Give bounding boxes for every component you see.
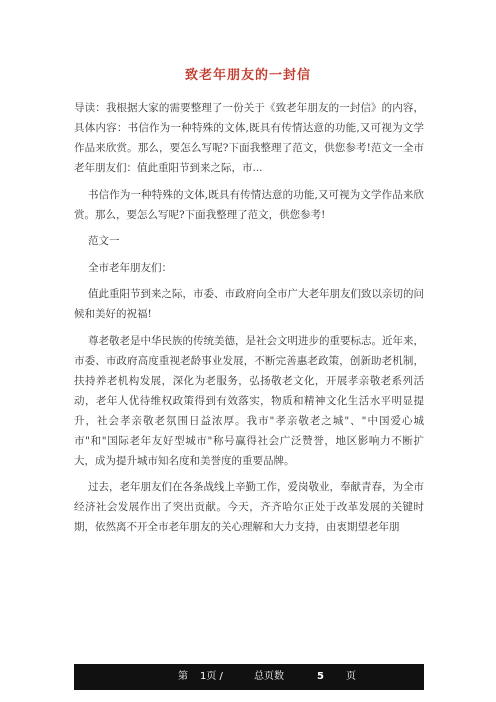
footer-current-page: 1页 /	[200, 671, 223, 682]
page-footer	[74, 664, 424, 690]
footer-di: 第	[178, 671, 188, 682]
document-body	[74, 98, 424, 544]
paragraph: 过去，老年朋友们在各条战线上辛勤工作，爱岗敬业，奉献青春，为全市经济社会发展作出了突出贡献。今天，齐齐哈尔正处于改革发展的关键时期，依然离不开全市老年朋友的关心理解和大力支持，由衷期望老年朋	[74, 481, 424, 533]
paragraph: 书信作为一种特殊的文体,既具有传情达意的功能,又可视为文学作品来欣赏。那么，要怎么写呢?下面我整理了范文，供您参考!	[74, 188, 424, 221]
paragraph: 全市老年朋友们：	[88, 261, 172, 274]
paragraph: 范文一	[88, 235, 120, 247]
footer-total-pages: 5	[317, 671, 324, 682]
paragraph: 尊老敬老是中华民族的传统美德，是社会文明进步的重要标志。近年来，市委、市政府高度重视老龄事业发展，不断完善惠老政策，创新助老机制，扶持养老机构发展，深化为老服务，弘扬敬老文化，开展孝亲敬老系列活动，老年人优待维权政策得到有效落实，物质和精神文化生活水平明显提升，社会孝亲敬老氛围日益浓厚。我市"孝亲敬老之城"、"中国爱心城市"和"国际老年友好型城市"称号赢得社会广泛赞誉，地区影响力不断扩大，成为提升城市知名度和美誉度的重要品牌。	[74, 334, 424, 467]
page-title: 致老年朋友的一封信	[184, 68, 311, 83]
paragraph: 值此重阳节到来之际，市委、市政府向全市广大老年朋友们致以亲切的问候和美好的祝福!	[74, 288, 424, 320]
paragraph: 导读：我根据大家的需要整理了一份关于《致老年朋友的一封信》的内容，具体内容：书信作为一种特殊的文体,既具有传情达意的功能,又可视为文学作品来欣赏。那么，要怎么写呢?下面我整理了范文，供您参考!范文一全市老年朋友们：值此重阳节到来之际，市...	[74, 102, 424, 174]
footer-total-label: 总页数	[254, 671, 284, 682]
footer-ye: 页	[346, 671, 356, 682]
